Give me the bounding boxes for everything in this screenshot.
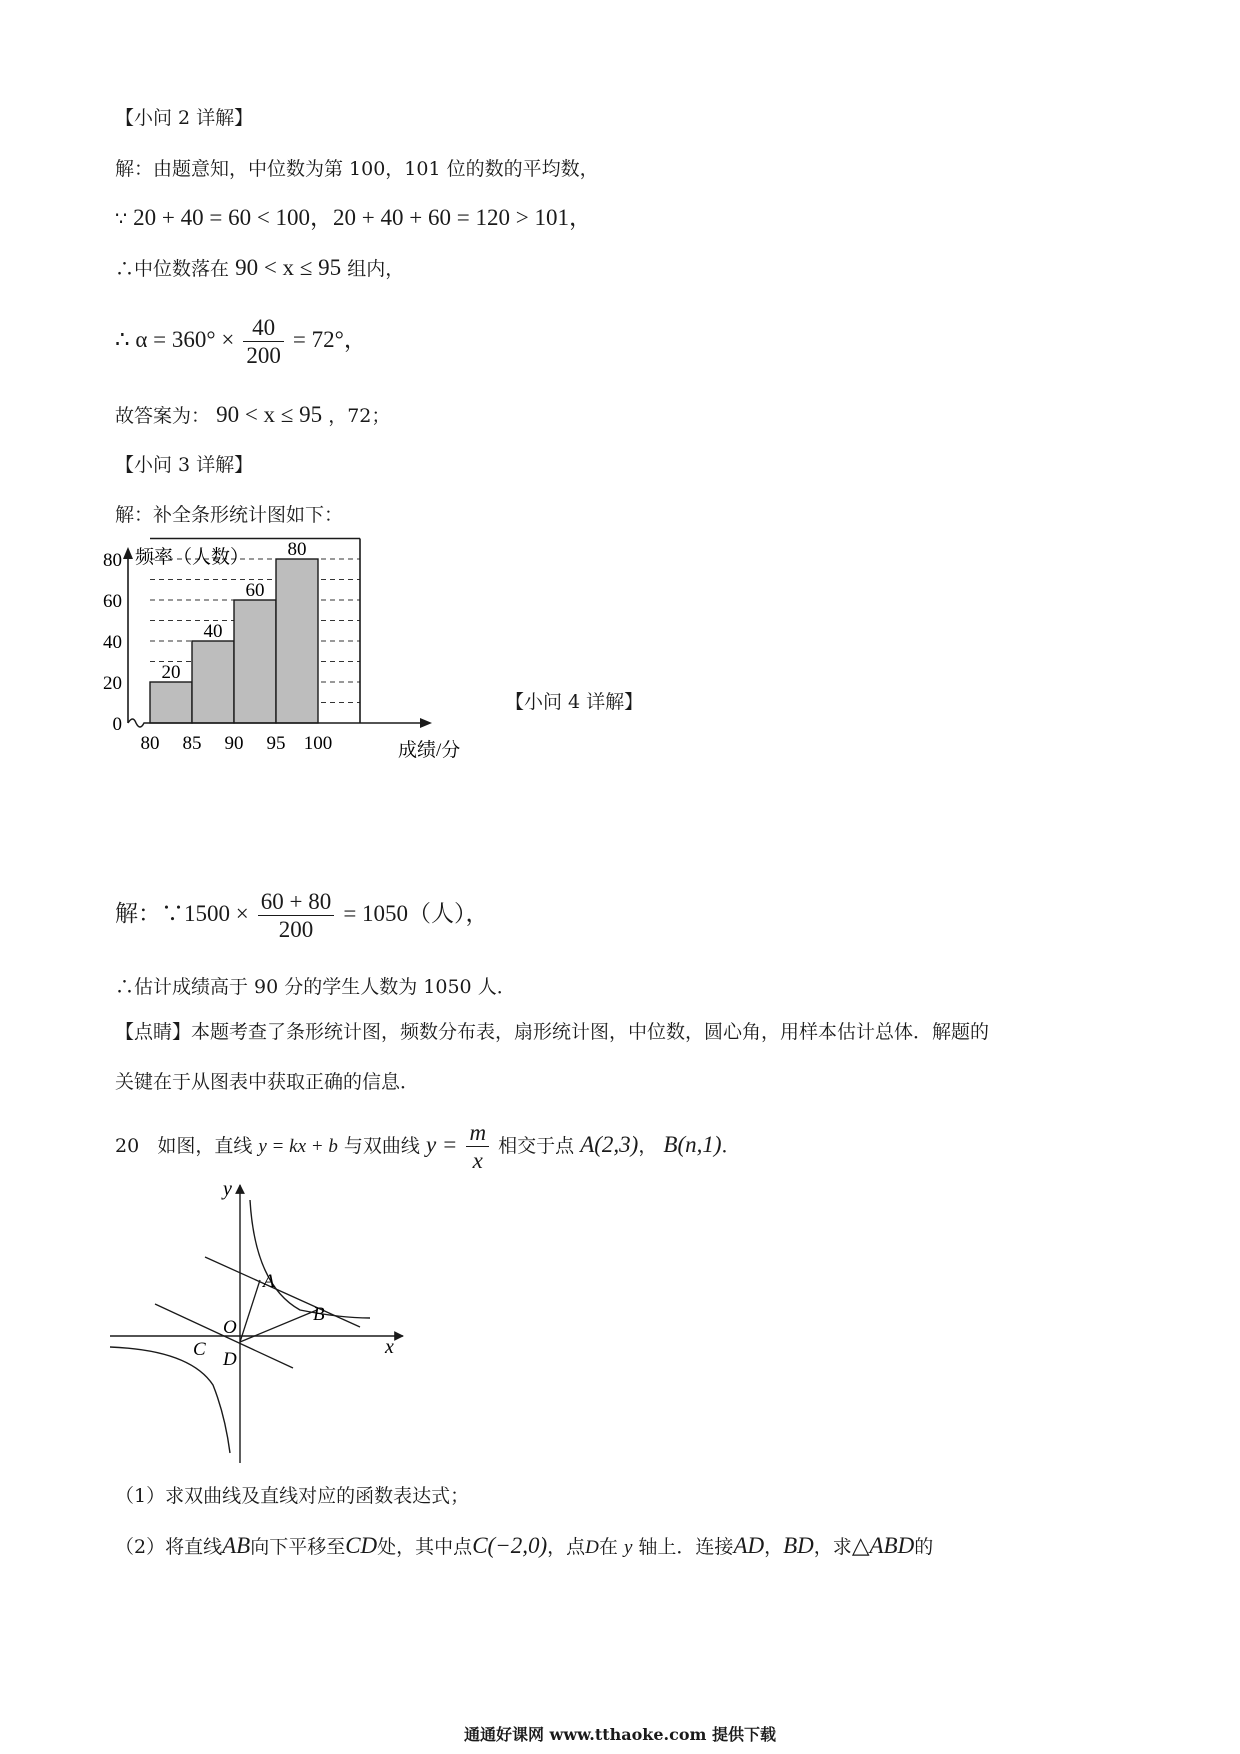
y-axis-label: 频率（人数）	[135, 547, 250, 568]
fraction-denominator: 200	[246, 342, 281, 368]
x-tick-label: 100	[303, 733, 333, 754]
hyperbola-branch-right	[250, 1200, 370, 1318]
x-tick-label: 80	[140, 733, 160, 754]
q20-text-b: 与双曲线	[343, 1135, 420, 1157]
part4-result: = 1050（人），	[343, 901, 489, 926]
y-tick-label: 20	[103, 673, 122, 694]
part4-line2: ∴估计成绩高于 90 分的学生人数为 1050 人．	[115, 976, 516, 998]
line-expression: y = kx + b	[258, 1136, 338, 1157]
fraction-numerator: 40	[243, 315, 284, 342]
part2-line4	[115, 310, 367, 370]
answer-label: 故答案为：	[115, 405, 211, 427]
q20-sub2	[115, 1534, 933, 1560]
part2-line2	[115, 206, 592, 231]
q20-text-a: 如图，直线	[157, 1135, 253, 1157]
sub2-text-h: ，求	[813, 1536, 852, 1558]
sub2-ad: AD	[733, 1533, 765, 1558]
sub2-d: D	[585, 1537, 599, 1558]
part4-line1	[115, 883, 489, 945]
sub2-ab: AB	[222, 1533, 251, 1558]
sub2-text-a: （2）将直线	[115, 1536, 223, 1558]
x-tick-label: 85	[182, 733, 202, 754]
q20-text-c: 相交于点	[498, 1135, 575, 1157]
sub2-text-d: ，点	[547, 1536, 586, 1558]
part4-expression: 解：∵1500 ×	[115, 901, 249, 926]
y-axis-label: y	[223, 1178, 232, 1200]
x-axis-label: 成绩/分	[398, 740, 461, 761]
bar-data-label: 60	[245, 580, 265, 601]
bar	[234, 600, 276, 723]
y-tick-label: 60	[103, 591, 122, 612]
curve-lhs: y =	[425, 1132, 458, 1157]
fraction-40-200	[243, 315, 284, 370]
fraction-m-x	[466, 1120, 489, 1175]
part2-line3	[115, 256, 404, 281]
point-d-label: D	[223, 1349, 237, 1370]
alpha-result: = 72°，	[292, 327, 367, 352]
bar-data-label: 20	[161, 662, 181, 683]
part2-answer	[115, 403, 390, 428]
point-b-label: B	[313, 1304, 325, 1325]
coordinate-figure	[105, 1175, 425, 1465]
y-tick-label: 40	[103, 632, 122, 653]
segment-ad	[240, 1280, 260, 1342]
part2-line1: 解：由题意知，中位数为第 100，101 位的数的平均数，	[115, 158, 599, 180]
x-axis-label: x	[385, 1336, 394, 1358]
part3-heading: 【小问 3 详解】	[115, 454, 254, 476]
bar	[276, 559, 318, 723]
because-symbol: ∵	[115, 208, 128, 230]
y-axis-arrow	[123, 547, 133, 559]
bar	[192, 641, 234, 723]
answer-interval: 90 < x ≤ 95	[216, 402, 323, 427]
hyperbola-branch-left	[110, 1347, 230, 1453]
sub2-text-c: 处，其中点	[377, 1536, 473, 1558]
bar	[150, 682, 192, 723]
separator: ，	[638, 1135, 658, 1157]
part2-heading: 【小问 2 详解】	[115, 107, 254, 129]
point-c-label: C	[193, 1339, 206, 1360]
point-a: A(2,3)	[580, 1132, 639, 1157]
q20-stem	[115, 1115, 741, 1175]
part2-line3-tail: 组内，	[347, 258, 405, 280]
comment-line1: 【点睛】本题考查了条形统计图，频数分布表，扇形统计图，中位数，圆心角，用样本估计总体．解题的	[115, 1021, 990, 1043]
sub2-text-b: 向下平移至	[250, 1536, 346, 1558]
y-tick-label: 80	[103, 550, 122, 571]
q20-sub1: （1）求双曲线及直线对应的函数表达式；	[115, 1485, 470, 1507]
comment-line2: 关键在于从图表中获取正确的信息．	[115, 1071, 420, 1093]
x-tick-label: 95	[266, 733, 286, 754]
fraction-denominator: x	[472, 1147, 483, 1173]
point-a-label: A	[263, 1271, 275, 1292]
period: ．	[721, 1135, 741, 1157]
sub2-y: y	[623, 1537, 633, 1558]
answer-tail: ，72；	[328, 405, 391, 427]
segment-bd	[240, 1310, 317, 1342]
origin-label: O	[223, 1317, 237, 1338]
median-interval: 90 < x ≤ 95	[235, 255, 342, 280]
fraction-numerator: 60 + 80	[258, 889, 334, 916]
sub2-text-i: 的	[914, 1536, 934, 1558]
sub2-bd: BD	[783, 1533, 814, 1558]
x-tick-label: 90	[224, 733, 244, 754]
sub2-text-g: ，	[764, 1536, 784, 1558]
y-tick-label: 0	[112, 714, 122, 735]
x-axis-arrow	[420, 718, 432, 728]
part2-line3-text: ∴中位数落在	[115, 258, 230, 280]
sub2-text-f: 轴上．连接	[638, 1536, 734, 1558]
sub2-text-e: 在	[598, 1536, 618, 1558]
sub2-point-c: C(−2,0)	[472, 1533, 548, 1558]
question-number: 20	[115, 1135, 140, 1157]
part3-line1: 解：补全条形统计图如下：	[115, 504, 344, 526]
point-b: B(n,1)	[663, 1132, 722, 1157]
part2-sum-expression: 20 + 40 = 60 < 100，20 + 40 + 60 = 120 > 101，	[133, 205, 592, 230]
fraction-140-200	[258, 889, 334, 944]
sub2-cd: CD	[345, 1533, 378, 1558]
histogram-chart	[103, 539, 485, 845]
sub2-triangle: △ABD	[851, 1533, 915, 1558]
part4-heading: 【小问 4 详解】	[505, 691, 644, 713]
alpha-expression: ∴ α = 360° ×	[115, 327, 235, 352]
axis-break-squiggle	[128, 719, 150, 727]
fraction-numerator: m	[466, 1120, 489, 1147]
fraction-denominator: 200	[278, 916, 314, 942]
footer: 通通好课网 www.tthaoke.com 提供下载	[463, 1725, 777, 1744]
bar-data-label: 40	[203, 621, 223, 642]
bar-data-label: 80	[287, 539, 307, 560]
